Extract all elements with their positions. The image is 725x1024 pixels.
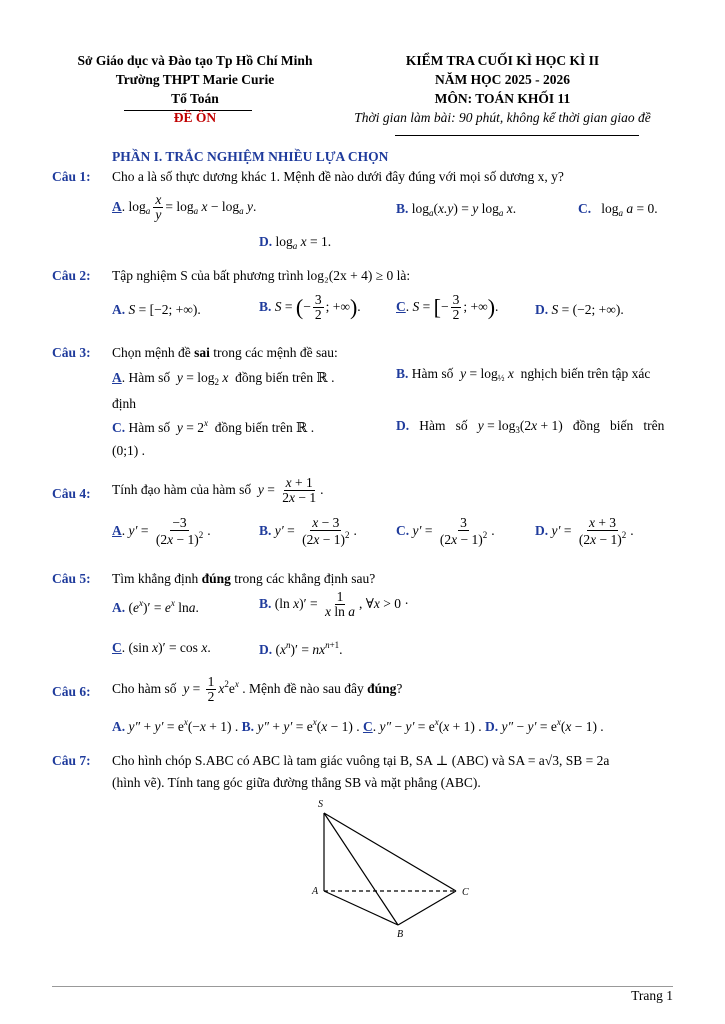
q5-option-b: B. (ln x)′ = $\frac{1}{\text{x ln a}}$ , ∀x > 0 · xyxy=(259,589,409,620)
edge-BC xyxy=(398,891,456,925)
q2-text: Tập nghiệm S của bất phương trình log₂(2x + 4) ≥ 0 là: xyxy=(112,268,411,283)
q5-option-c: C. (sin x)′ = cos x. xyxy=(112,640,211,655)
q6-options: A. $y'' + y' = e^x(-x + 1)$ . B. $y'' + y' = e^x(x - 1)$ . C. $y'' - y' = e^x(x + 1)$ . D. $y'' - y' = e^x(x - 1)$ . xyxy=(112,717,604,734)
pyramid-figure xyxy=(300,795,480,945)
page-number: Trang 1 xyxy=(631,988,673,1003)
label-C: C xyxy=(462,887,469,898)
subject: MÔN: TOÁN KHỐI 11 xyxy=(434,91,571,106)
exam-title: KIỂM TRA CUỐI KÌ HỌC KÌ II xyxy=(405,53,600,68)
q4-option-a: A. y′ = $\frac{-3}{(2x - 1)^2}$ . xyxy=(112,515,211,548)
q3-option-b: B. Hàm số $y = \log_{\frac{1}{2}} x$ nghịch biến trên tập xác xyxy=(396,366,651,383)
q3-option-c: C. Hàm số $y = 2^x$ đồng biến trên ℝ . xyxy=(112,418,315,435)
label-S: S xyxy=(318,799,323,810)
q7-line1: Cho hình chóp S.ABC có ABC là tam giác vuông tại B, SA ⊥ (ABC) và SA = a√3, SB = 2a xyxy=(112,753,610,768)
time-info: Thời gian làm bài: 90 phút, không kể thời gian giao đề xyxy=(354,110,651,125)
q5-text: Tìm khẳng định đúng trong các khẳng định sau? xyxy=(112,571,376,586)
section-title: PHẦN I. TRẮC NGHIỆM NHIỀU LỰA CHỌN xyxy=(112,149,389,164)
q6-text: Cho hàm số y = $\frac{1}{2}$ $x^2e^x$ . Mệnh đề nào sau đây đúng? xyxy=(112,674,403,705)
label-B: B xyxy=(397,929,404,940)
q2-option-d: D. S = (−2; +∞). xyxy=(535,302,624,317)
q4-option-d: D. y′ = $\frac{x + 3}{(2x - 1)^2}$ . xyxy=(535,515,634,548)
q1-option-c: C. $\log_a a = 0$. xyxy=(578,201,658,218)
group-name: Tổ Toán xyxy=(171,91,219,106)
q4-number: Câu 4: xyxy=(52,486,91,501)
q3-option-d: D. Hàm số $y = \log_3(2x + 1)$ đồng biến trên xyxy=(396,418,665,435)
q4-text: Tính đạo hàm của hàm số y = $\frac{x + 1}{2x - 1}$ . xyxy=(112,475,324,506)
footer-rule xyxy=(52,986,673,987)
q4-option-b: B. y′ = $\frac{x - 3}{(2x - 1)^2}$ . xyxy=(259,515,357,548)
q1-option-a: A. $\log_a$ $\frac{x}{y}$ = $\log_a x - \log_a y$. xyxy=(112,192,257,223)
q7-number: Câu 7: xyxy=(52,753,91,768)
q1-option-b: B. $\log_a(x.y) = y$ $\log_a x$. xyxy=(396,201,517,218)
q2-option-b: B. S = (− $\frac{3}{2}$ ; +∞). xyxy=(259,292,361,323)
q1-option-d: D. $\log_a x = 1$. xyxy=(259,234,332,251)
q3-option-b-cont: định xyxy=(112,396,137,411)
q3-option-a: A. Hàm số $y = \log_2 x$ đồng biến trên ℝ . xyxy=(112,370,335,387)
q2-option-a: A. S = [−2; +∞). xyxy=(112,302,201,317)
q4-option-c: C. y′ = $\frac{3}{(2x - 1)^2}$ . xyxy=(396,515,495,548)
q5-number: Câu 5: xyxy=(52,571,91,586)
q3-number: Câu 3: xyxy=(52,345,91,360)
edge-SC xyxy=(324,813,456,891)
school-name: Trường THPT Marie Curie xyxy=(115,72,275,87)
dept-name: Sở Giáo dục và Đào tạo Tp Hồ Chí Minh xyxy=(77,53,313,68)
header-right-rule xyxy=(395,135,639,136)
q6-number: Câu 6: xyxy=(52,684,91,699)
school-year: NĂM HỌC 2025 - 2026 xyxy=(435,72,570,87)
exam-type: ĐỀ ÔN xyxy=(173,110,217,125)
q2-number: Câu 2: xyxy=(52,268,91,283)
q7-line2: (hình vẽ). Tính tang góc giữa đường thẳng SB và mặt phẳng (ABC). xyxy=(112,775,481,790)
q3-text: Chọn mệnh đề sai trong các mệnh đề sau: xyxy=(112,345,338,360)
q3-option-d-cont: (0;1) . xyxy=(112,443,145,458)
q2-option-c: C. S = [− $\frac{3}{2}$ ; +∞). xyxy=(396,292,499,323)
q1-number: Câu 1: xyxy=(52,169,91,184)
q5-option-d: D. $(x^n)' = nx^{n+1}$. xyxy=(259,640,343,657)
q5-option-a: A. $(e^x)' = e^x$ lna. xyxy=(112,598,199,615)
q1-text: Cho a là số thực dương khác 1. Mệnh đề nào dưới đây đúng với mọi số dương x, y? xyxy=(112,169,564,184)
label-A: A xyxy=(312,886,319,897)
